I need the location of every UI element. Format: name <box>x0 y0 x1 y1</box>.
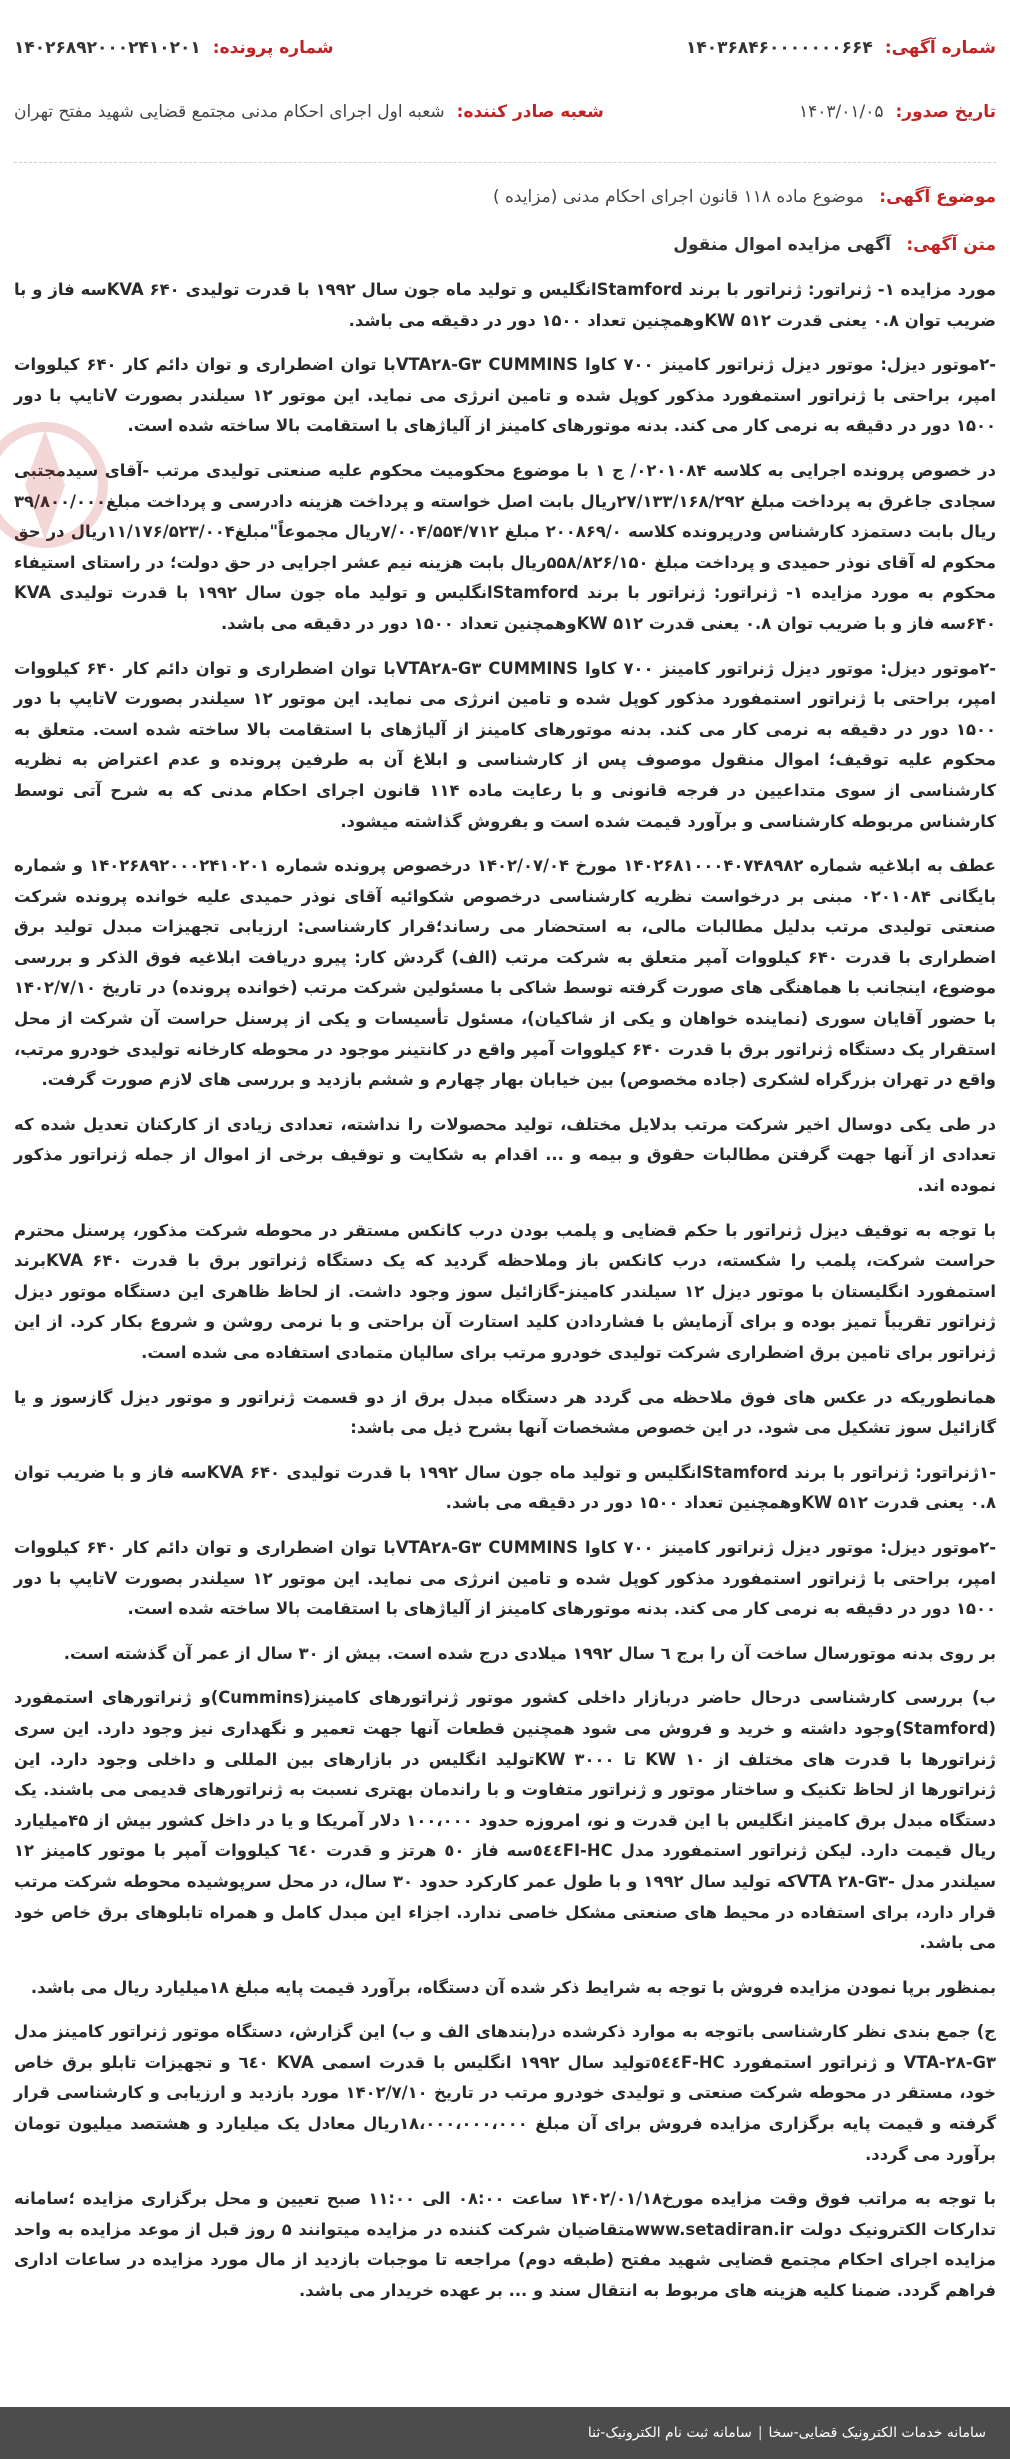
issue-date-label: تاریخ صدور: <box>895 102 996 122</box>
subject-value: موضوع ماده ۱۱۸ قانون اجرای احکام مدنی (مزایده ) <box>492 187 864 207</box>
main-title-label: متن آگهی: <box>906 235 996 255</box>
issuer-label: شعبه صادر کننده: <box>456 102 604 122</box>
file-number <box>14 38 334 58</box>
issue-date <box>799 102 996 122</box>
body-paragraph: در طی یکی دوسال اخیر شرکت مرتب بدلایل مختلف، تولید محصولات را نداشته، تعدادی زیادی از کارکنان تعدیل شده که تعدادی از آنها جهت گرفتن مطالبات حقوق و بیمه و ... اقدام به شکایت و توقیف برخی از اموال از جمله ژنراتور مذکور نموده اند. <box>14 1114 996 1196</box>
body-paragraph: با توجه به مراتب فوق وقت مزایده مورخ۱۴۰۲/۰۱/۱۸ ساعت ۰۸:۰۰ الی ۱۱:۰۰ صبح تعیین و محل برگزاری مزایده ؛سامانه تدارکات الکترونیک دولت www.setadiran.irمتقاضیان شرکت کننده در مزایده میتوانند ۵ روز قبل از موعد مزایده به واحد مزایده اجرای احکام مجتمع قضایی شهید مفتح (طبقه دوم) مراجعه تا موجبات بازدید از مال مورد مزایده در ساعات اداری فراهم گردد. ضمنا کلیه هزینه های مربوط به انتقال سند و ... بر عهده خریدار می باشد. <box>14 2189 996 2301</box>
body-paragraph: -۲موتور دیزل: موتور دیزل ژنراتور کامینز ۷۰۰ کاوا VTA۲۸-G۳ CUMMINSبا توان اضطراری و توان دائم کار ۶۴۰ کیلووات امپر، براحتی با ژنراتور استمفورد مذکور کوپل شده و تامین انرژی می نماید. این موتور ۱۲ سیلندر بصورت Vتایپ با دور ۱۵۰۰ دور در دقیقه به نرمی کار می کند. بدنه موتورهای کامینز از آلیاژهای با استقامت بالا ساخته شده است. متعلق به محکوم علیه توقیف؛ اموال منقول موصوف پس از کارشناسی و ابلاغ آن به طرفین پرونده و عدم اعتراض به نظریه کارشناسی از سوی متداعیین در فرجه قانونی و با رعایت ماده ۱۱۴ قانون اجرای احکام مدنی که به شرح آتی توسط کارشناس مربوطه کارشناسی و برآورد قیمت شده است و بفروش گذاشته میشود. <box>14 658 997 831</box>
footer-link-sana[interactable]: سامانه ثبت نام الکترونیک-ثنا <box>587 2425 752 2441</box>
file-number-value: ۱۴۰۲۶۸۹۲۰۰۰۲۴۱۰۲۰۱ <box>14 38 201 58</box>
header-divider <box>14 162 996 163</box>
body-paragraph: ج) جمع بندی نظر کارشناسی باتوجه به موارد ذکرشده در(بندهای الف و ب) این گزارش، دستگاه موتور ژنراتور کامینز مدل VTA-۲۸-G۳ و ژنراتور استمفورد HC-٥٤٤Fتولید سال ۱۹۹۲ انگلیس با قدرت اسمی KVA ٦٤٠ و تجهیزات تابلو برق خاص خود، مستقر در محوطه شرکت صنعتی و تولیدی خودرو مرتب در تاریخ ۱۴۰۲/۷/۱۰ مورد بازدید و ارزیابی و کارشناسی قرار گرفته و قیمت پایه برگزاری مزایده فروش برای آن مبلغ ۱۸،۰۰۰،۰۰۰،۰۰۰ریال معادل یک میلیارد و هشتصد میلیون تومان برآورد می گردد. <box>14 2022 996 2164</box>
body-paragraph: همانطوریکه در عکس های فوق ملاحظه می گردد هر دستگاه مبدل برق از دو قسمت ژنراتور و موتور دیزل گازسوز و یا گازائیل سوز تشکیل می شود. در این خصوص مشخصات آنها بشرح ذیل می باشد: <box>14 1387 996 1438</box>
ad-main-title <box>14 235 996 255</box>
body-paragraph: مورد مزایده ۱- ژنراتور: ژنراتور با برند Stamfordانگلیس و تولید ماه جون سال ۱۹۹۲ با قدرت تولیدی KVA ۶۴۰سه فاز و با ضریب توان ۰.۸ یعنی قدرت KW ۵۱۲وهمچنین تعداد ۱۵۰۰ دور در دقیقه می باشد. <box>14 280 996 330</box>
body-paragraph: بمنظور برپا نمودن مزایده فروش با توجه به شرایط ذکر شده آن دستگاه، برآورد قیمت پایه مبلغ ۱۸میلیارد ریال می باشد. <box>30 1977 996 1997</box>
ad-number-label: شماره آگهی: <box>884 38 996 58</box>
ad-subject <box>14 187 996 207</box>
body-paragraph: عطف به ابلاغیه شماره ۱۴۰۲۶۸۱۰۰۰۴۰۷۴۸۹۸۲ مورخ ۱۴۰۲/۰۷/۰۴ درخصوص پرونده شماره ۱۴۰۲۶۸۹۲۰۰۰۲۴۱۰۲۰۱ و شماره بایگانی ۰۲۰۱۰۸۴ مبنی بر درخواست نظریه کارشناسی درخصوص شکوائیه آقای نوذر حمیدی علیه خوانده پرونده شرکت صنعتی تولیدی مرتب بدلیل مطالبات مالی، به استحضار می رساند؛قرار کارشناسی: ارزیابی تجهیزات مبدل تولید برق اضطراری با قدرت ۶۴۰ کیلووات آمپر متعلق به شرکت مرتب (الف) گردش کار: پیرو دریافت ابلاغیه فوق الذکر و بررسی موضوع، اینجانب با هماهنگی های صورت گرفته توسط شاکی با مسئولین شرکت مرتب (خوانده پرونده) در تاریخ ۱۴۰۲/۷/۱۰ با حضور آقایان سوری (نماینده خواهان و یکی از شاکیان)، مسئول تأسیسات و یکی از پرسنل حراست آن شرکت از محل استقرار یک دستگاه ژنراتور برق با قدرت ۶۴۰ کیلووات آمپر واقع در کانتینر موجود در محوطه کارخانه تولیدی خودرو مرتب، واقع در تهران بزرگراه لشکری (جاده مخصوص) بین خیابان بهار چهارم و ششم بازدید و بررسی های لازم صورت گرفت. <box>14 856 997 1090</box>
subject-label: موضوع آگهی: <box>879 187 996 207</box>
issuer-value: شعبه اول اجرای احکام مدنی مجتمع قضایی شهید مفتح تهران <box>14 102 445 122</box>
body-paragraph: -۱ژنراتور: ژنراتور با برند Stamfordانگلیس و تولید ماه جون سال ۱۹۹۲ با قدرت تولیدی KVA ۶۴۰سه فاز و با ضریب توان ۰.۸ یعنی قدرت KW ۵۱۲وهمچنین تعداد ۱۵۰۰ دور در دقیقه می باشد. <box>14 1462 996 1513</box>
footer-bar <box>0 2407 1010 2459</box>
ad-body <box>14 275 996 2307</box>
ad-number <box>686 38 996 58</box>
body-paragraph: بر روی بدنه موتورسال ساخت آن را برج ٦ سال ۱۹۹۲ میلادی درج شده است. بیش از ۳۰ سال از عمر آن گذشته است. <box>63 1643 996 1663</box>
body-paragraph: -۲موتور دیزل: موتور دیزل ژنراتور کامینز ۷۰۰ کاوا VTA۲۸-G۳ CUMMINSبا توان اضطراری و توان دائم کار ۶۴۰ کیلووات امپر، براحتی با ژنراتور استمفورد مذکور کوپل شده و تامین انرژی می نماید. این موتور ۱۲ سیلندر بصورت Vتایپ با دور ۱۵۰۰ دور در دقیقه به نرمی کار می کند. بدنه موتورهای کامینز از آلیاژهای با استقامت بالا ساخته شده است. <box>14 355 997 436</box>
body-paragraph: در خصوص پرونده اجرایی به کلاسه ۰۲۰۱۰۸۴/ ج ۱ با موضوع محکومیت محکوم علیه صنعتی تولیدی مرتب -آقای سیدمجتبی سجادی جاغرق به پرداخت مبلغ ۲۷/۱۳۳/۱۶۸/۲۹۲ریال بابت اصل خواسته و پرداخت هزینه دادرسی و پرداخت مبلغ۳۹/۸۰۰/۰۰۰ ریال بابت دستمزد کارشناس ودرپرونده کلاسه ۲۰۰۸۶۹/۰ مبلغ ۷/۰۰۴/۵۵۴/۷۱۲ریال مجموعاً"مبلغ۱۱/۱۷۶/۵۲۳/۰۰۴ریال در حق محکوم له آقای نوذر حمیدی و پرداخت مبلغ ۵۵۸/۸۲۶/۱۵۰ریال بابت هزینه نیم عشر اجرایی در حق دولت؛ در راستای استیفاء محکوم به مورد مزایده ۱- ژنراتور: ژنراتور با برند Stamfordانگلیس و تولید ماه جون سال ۱۹۹۲ با قدرت تولیدی KVA ۶۴۰سه فاز و با ضریب توان ۰.۸ یعنی قدرت KW ۵۱۲وهمچنین تعداد ۱۵۰۰ دور در دقیقه می باشد. <box>14 460 997 633</box>
body-paragraph: ب) بررسی کارشناسی درحال حاضر دربازار داخلی کشور موتور ژنراتورهای کامینز(Cummins)و ژنراتورهای استمفورد (Stamford)وجود داشته و خرید و فروش می شود همچنین قطعات آنها جهت تعمیر و نگهداری نیز وجود دارد. این سری ژنراتورها با قدرت های مختلف از KW ۱۰ تا KW ۳۰۰۰تولید انگلیس در بازارهای بین المللی و داخلی وجود دارد. این ژنراتورها از لحاظ تکنیک و ساختار موتور و ژنراتور متفاوت و با راندمان بهتری نسبت به ژنراتورهای قدیمی می باشند. یک دستگاه مبدل برق کامینز انگلیس با این قدرت و نو، امروزه حدود ۱۰۰،۰۰۰ دلار آمریکا و یا در داخل کشور بیش از ۴۵میلیارد ریال قیمت دارد. لیکن ژنراتور استمفورد مدل HC-٥٤٤FIسه فاز ٥٠ هرتز و قدرت ٦٤٠ کیلووات آمپر با موتور کامینز ۱۲ سیلندر مدل -VTA ۲۸-G۳که تولید سال ۱۹۹۲ و با طول عمر کارکرد حدود ۳۰ سال، در محل سرپوشیده محوطه شرکت مرتب قرار دارد، برای استفاده در محیط های صنعتی مشکل خاصی ندارد. اجزاء این مبدل کامل و همراه تابلوهای برق خاص خود می باشد. <box>14 1688 996 1953</box>
body-paragraph: -۲موتور دیزل: موتور دیزل ژنراتور کامینز ۷۰۰ کاوا VTA۲۸-G۳ CUMMINSبا توان اضطراری و توان دائم کار ۶۴۰ کیلووات امپر، براحتی با ژنراتور استمفورد مذکور کوپل شده و تامین انرژی می نماید. این موتور ۱۲ سیلندر بصورت Vتایپ با دور ۱۵۰۰ دور در دقیقه به نرمی کار می کند. بدنه موتورهای کامینز از آلیاژهای با استقامت بالا ساخته شده است. <box>14 1537 997 1619</box>
footer-link-sakha[interactable]: سامانه خدمات الکترونیک قضایی-سخا <box>768 2425 986 2441</box>
main-title-value: آگهی مزایده اموال منقول <box>673 235 891 255</box>
issue-date-value: ۱۴۰۳/۰۱/۰۵ <box>798 102 884 122</box>
issuer <box>14 102 604 122</box>
footer-separator: | <box>757 2425 763 2441</box>
body-paragraph: با توجه به توقیف دیزل ژنراتور با حکم قضایی و پلمب بودن درب کانکس مستقر در محوطه شرکت مذکور، پرسنل محترم حراست شرکت، پلمب را شکسته، درب کانکس باز وملاحظه گردید که یک دستگاه ژنراتور برق با قدرت KVA ۶۴۰برند استمفورد انگلیستان با موتور دیزل ۱۲ سیلندر کامینز-گازائیل سوز وجود داشت. از لحاظ ظاهری این دستگاه موتور دیزل ژنراتور تقریباً تمیز بوده و برای آزمایش با فشاردادن کلید استارت آن براحتی و با نرمی روشن و شروع بکار کرد. از این ژنراتور برای تامین برق اضطراری شرکت تولیدی خودرو مرتب برای سالیان متمادی استفاده می شده است. <box>14 1220 997 1362</box>
ad-number-value: ۱۴۰۳۶۸۴۶۰۰۰۰۰۰۰۶۶۴ <box>686 38 873 58</box>
file-number-label: شماره پرونده: <box>212 38 334 58</box>
document-header <box>14 0 996 122</box>
